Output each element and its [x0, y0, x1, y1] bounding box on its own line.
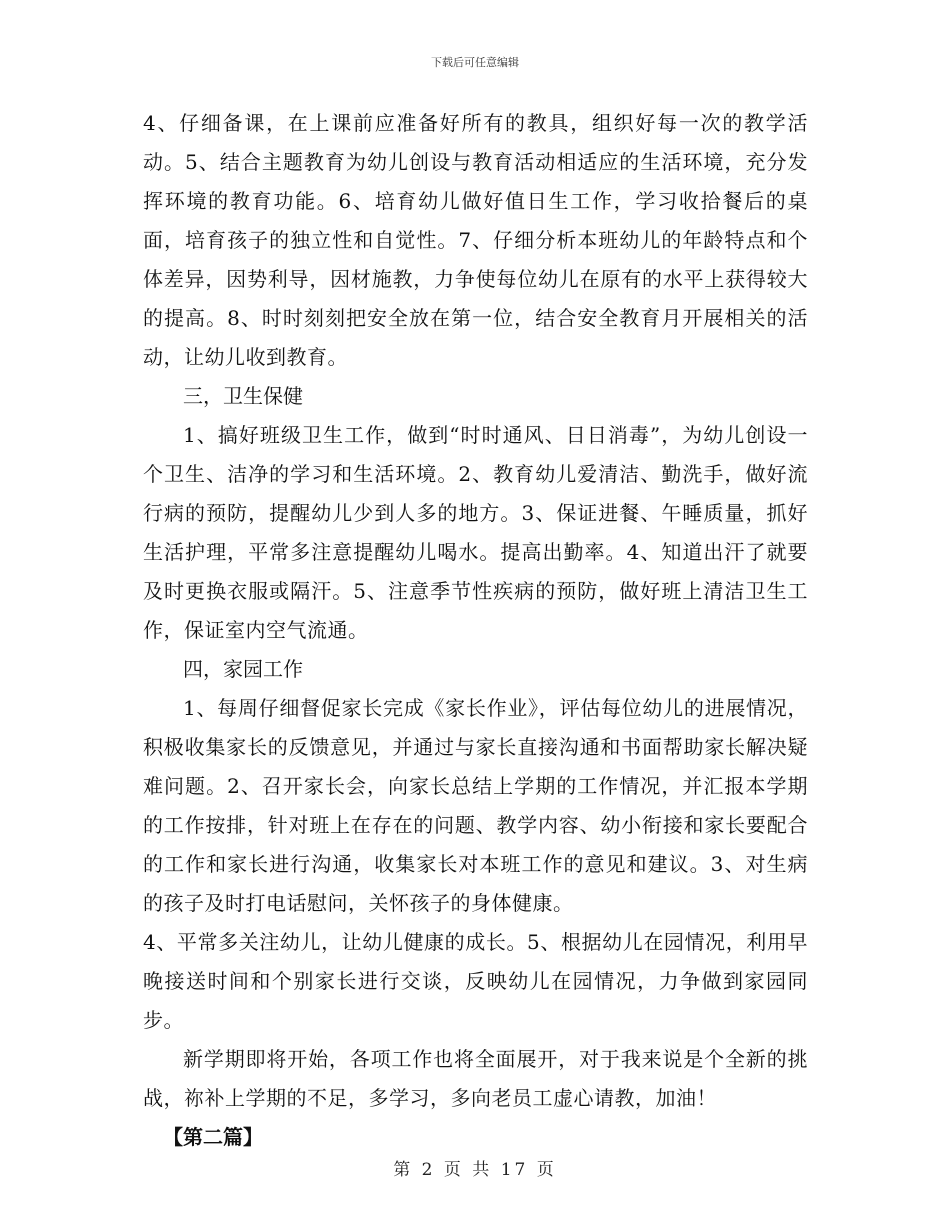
part-heading-second: 【第二篇】 — [163, 1125, 263, 1149]
paragraph-home-2: 4、平常多关注幼儿，让幼儿健康的成长。5、根据幼儿在园情况，利用早晚接送时间和个别家长进行交谈，反映幼儿在园情况，力争做到家园同步。 — [143, 930, 808, 1032]
page-number: 第 2 页 共 17 页 — [393, 1160, 557, 1180]
section-heading-health: 三，卫生保健 — [183, 384, 303, 408]
paragraph-home-1: 1、每周仔细督促家长完成《家长作业》，评估每位幼儿的进展情况，积极收集家长的反馈意见，并通过与家长直接沟通和书面帮助家长解决疑难问题。2、召开家长会，向家长总结上学期的工作情况，并汇报本学期的工作按排，针对班上在存在的问题、教学内容、幼小衔接和家长要配合的工作和家长进行沟通，收集家长对本班工作的意见和建议。3、对生病的孩子及时打电话慰问，关怀孩子的身体健康。 — [143, 696, 808, 915]
paragraph-closing: 新学期即将开始，各项工作也将全面展开，对于我来说是个全新的挑战，祢补上学期的不足，多学习，多向老员工虚心请教，加油！ — [143, 1047, 808, 1110]
paragraph-teaching: 4、仔细备课，在上课前应准备好所有的教具，组织好每一次的教学活动。5、结合主题教育为幼儿创设与教育活动相适应的生活环境，充分发挥环境的教育功能。6、培育幼儿做好值日生工作，学习收拾餐后的桌面，培育孩子的独立性和自觉性。7、仔细分析本班幼儿的年龄特点和个体差异，因势利导，因材施教，力争使每位幼儿在原有的水平上获得较大的提高。8、时时刻刻把安全放在第一位，结合安全教育月开展相关的活动，让幼儿收到教育。 — [143, 111, 808, 369]
paragraph-health: 1、搞好班级卫生工作，做到“时时通风、日日消毒”，为幼儿创设一个卫生、洁净的学习和生活环境。2、教育幼儿爱清洁、勤洗手，做好流行病的预防，提醒幼儿少到人多的地方。3、保证进餐、午睡质量，抓好生活护理，平常多注意提醒幼儿喝水。提高出勤率。4、知道出汗了就要及时更换衣服或隔汗。5、注意季节性疾病的预防，做好班上清洁卫生工作，保证室内空气流通。 — [143, 423, 808, 642]
section-heading-home: 四，家园工作 — [183, 657, 303, 681]
document-body — [143, 104, 808, 1157]
header-note: 下载后可任意编辑 — [431, 56, 519, 69]
